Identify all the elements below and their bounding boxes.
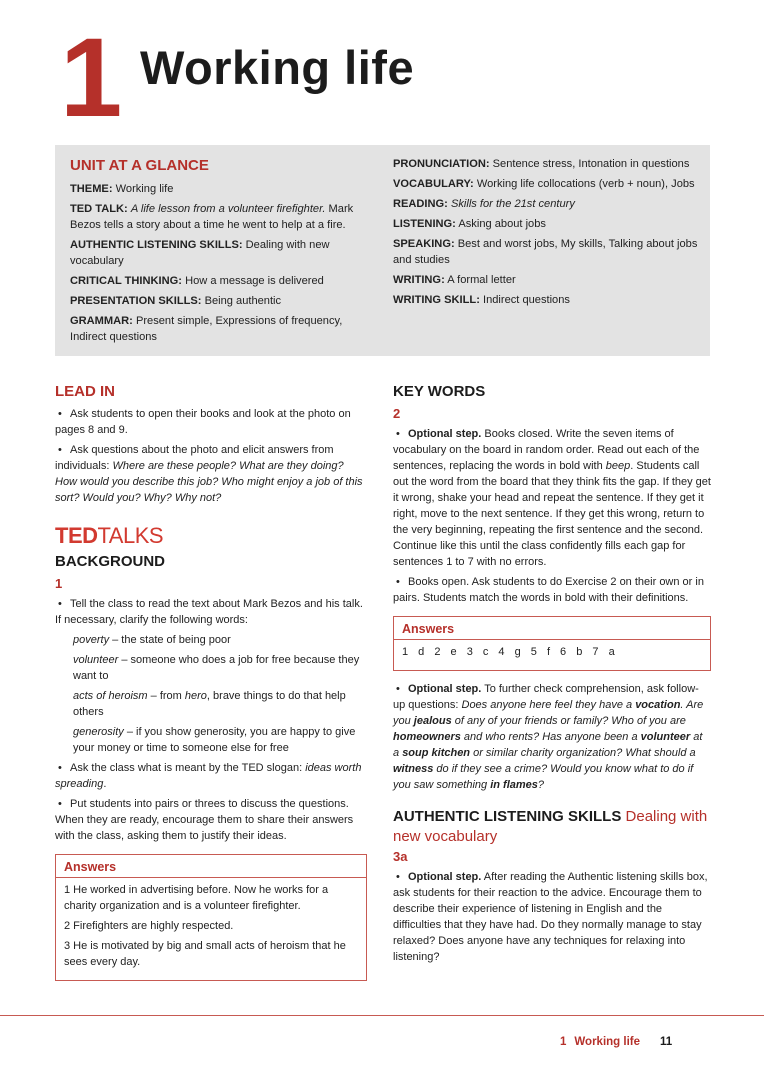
answers-heading: Answers	[56, 855, 366, 878]
background-bullet-1: • Tell the class to read the text about Mark Bezos and his talk. If necessary, clarify the following words:	[55, 596, 367, 628]
key-words-answers: 1 d 2 e 3 c 4 g 5 f 6 b 7 a	[402, 646, 619, 658]
glance-right-column	[393, 156, 698, 312]
answer-3: 3 He is motivated by big and small acts of heroism that he sees every day.	[64, 940, 346, 968]
vocab-acts-of-heroism: acts of heroism – from hero, brave things to do that help others	[73, 690, 346, 718]
answers-heading: Answers	[394, 617, 710, 640]
right-column	[393, 382, 711, 969]
als-bullet-1: • Optional step. After reading the Authentic listening skills box, ask students for their reaction to the advice. Encourage them to describe their experience of listening in English and the difficulties that they have had. Do they normally manage to stay relaxed? Does anyone have any techniques for relaxing into listening?	[393, 869, 711, 965]
glance-item-writing-skill: WRITING SKILL: Indirect questions	[393, 294, 570, 306]
background-bullet-3: • Put students into pairs or threes to discuss the questions. When they are ready, encourage them to share their answers with the class, asking them to justify their ideas.	[55, 796, 367, 844]
footer-divider	[0, 1015, 764, 1016]
glance-item-vocabulary: VOCABULARY: Working life collocations (verb + noun), Jobs	[393, 178, 695, 190]
glance-title: UNIT AT A GLANCE	[70, 157, 209, 174]
glance-item-listening-skills: AUTHENTIC LISTENING SKILLS: Dealing with new vocabulary	[70, 239, 330, 267]
vocab-poverty: poverty – the state of being poor	[73, 634, 231, 646]
footer-unit-number: 1	[560, 1036, 567, 1048]
glance-item-grammar: GRAMMAR: Present simple, Expressions of frequency, Indirect questions	[70, 315, 343, 343]
exercise-number-3a: 3a	[393, 849, 408, 864]
glance-item-pronunciation: PRONUNCIATION: Sentence stress, Intonation in questions	[393, 158, 690, 170]
unit-at-a-glance-panel	[55, 145, 710, 356]
background-answers-box	[55, 854, 367, 981]
key-words-bullet-1: • Optional step. Books closed. Write the seven items of vocabulary on the board in random order. Read out each of the sentences, replacing the words in bold with beep. Students call out the word from the board that they think fits the gap. If they get it wrong, shake your head and repeat the sentence. If they get it right, move to the next sentence. If they get this wrong, return to the very beginning, repeating the first sentence and the second. Continue like this until the class confidently fills each gap for sentences 1 to 7 with no errors.	[393, 426, 711, 570]
vocab-volunteer: volunteer – someone who does a job for free because they want to	[73, 654, 360, 682]
ted-talks-logo: TEDTALKS	[55, 523, 164, 548]
glance-item-critical-thinking: CRITICAL THINKING: How a message is delivered	[70, 275, 324, 287]
glance-item-presentation-skills: PRESENTATION SKILLS: Being authentic	[70, 295, 282, 307]
answer-1: 1 He worked in advertising before. Now he works for a charity organization and is a volunteer firefighter.	[64, 884, 329, 912]
page-number: 11	[660, 1036, 673, 1048]
key-words-answers-box	[393, 616, 711, 671]
unit-title: Working life	[140, 41, 415, 94]
vocab-generosity: generosity – if you show generosity, you are happy to give your money or time to someone else for free	[73, 726, 356, 754]
lead-in-bullet-2: • Ask questions about the photo and elicit answers from individuals: Where are these people? What are they doing? How would you describe this job? Who might enjoy a job of this sort? Would you? Why? Why not?	[55, 442, 367, 506]
glance-item-theme: THEME: Working life	[70, 183, 174, 195]
glance-item-speaking: SPEAKING: Best and worst jobs, My skills, Talking about jobs and studies	[393, 238, 698, 266]
answer-2: 2 Firefighters are highly respected.	[64, 920, 234, 932]
glance-item-writing: WRITING: A formal letter	[393, 274, 516, 286]
background-heading: BACKGROUND	[55, 553, 165, 570]
exercise-number-1: 1	[55, 576, 63, 591]
key-words-bullet-2: • Books open. Ask students to do Exercise 2 on their own or in pairs. Students match the words in bold with their definitions.	[393, 574, 711, 606]
key-words-bullet-3: • Optional step. To further check comprehension, ask follow-up questions: Does anyone here feel they have a vocation. Are you jealous of any of your friends or family? Who of you are homeowners and who rents? Has anyone been a volunteer at a soup kitchen or similar charity organization? What should a witness do if they see a crime? Would you know what to do if you saw something in flames?	[393, 681, 711, 793]
background-bullet-2: • Ask the class what is meant by the TED slogan: ideas worth spreading.	[55, 760, 367, 792]
page-footer	[560, 1036, 672, 1048]
left-column	[55, 382, 367, 991]
key-words-heading: KEY WORDS	[393, 383, 486, 400]
glance-left-column	[70, 157, 370, 349]
lead-in-bullet-1: • Ask students to open their books and look at the photo on pages 8 and 9.	[55, 406, 367, 438]
glance-item-ted-talk: TED TALK: A life lesson from a volunteer firefighter. Mark Bezos tells a story about a time he went to help at a fire.	[70, 203, 354, 231]
glance-item-reading: READING: Skills for the 21st century	[393, 198, 575, 210]
glance-item-listening: LISTENING: Asking about jobs	[393, 218, 546, 230]
footer-unit-title: Working life	[574, 1036, 641, 1048]
authentic-listening-heading: AUTHENTIC LISTENING SKILLS Dealing with new vocabulary	[393, 808, 708, 845]
exercise-number-2: 2	[393, 406, 401, 421]
lead-in-heading: LEAD IN	[55, 383, 115, 400]
unit-number: 1	[60, 15, 119, 140]
